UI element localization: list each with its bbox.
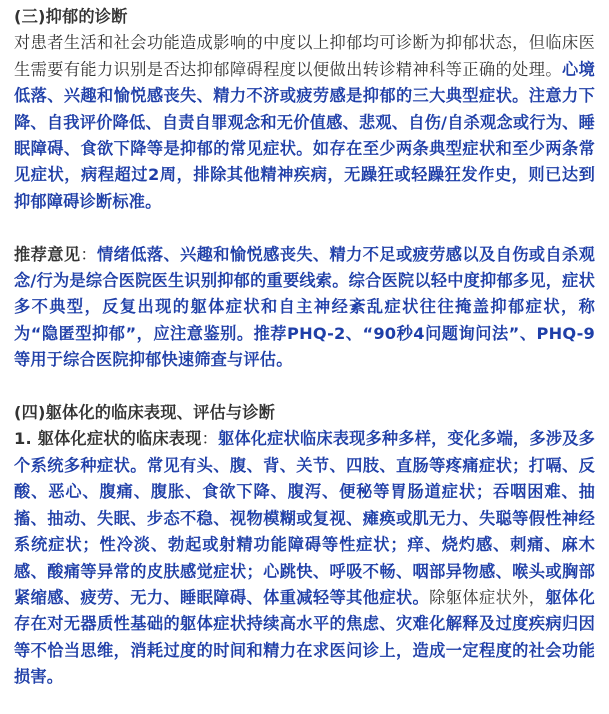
somatization-sub-label: 1. 躯体化症状的临床表现	[14, 429, 202, 449]
somatization-symptoms-text: 躯体化症状临床表现多种多样，变化多端，多涉及多个系统多种症状。常见有头、腹、背、关节、四肢、直肠等疼痛症状；打嗝、反酸、恶心、腹痛、腹胀、食欲下降、腹泻、便秘等胃肠道症状；吞咽困难、抽搐、抽动、失眠、步态不稳、视物模糊或复视、瘫痪或肌无力、失聪等假性神经系统症状；性冷淡、勃起或射精功能障碍等性症状；痒、烧灼感、刺痛、麻木感、酸痛等异常的皮肤感觉症状；心跳快、呼吸不畅、咽部异物感、喉头或胸部紧缩感、疲劳、无力、睡眠障碍、体重减轻等其他症状。	[14, 429, 595, 607]
recommendation-label: 推荐意见	[14, 244, 81, 264]
somatization-transition-text: 除躯体症状外，	[429, 587, 546, 607]
paragraph-spacer	[14, 215, 595, 241]
diagnosis-intro-text: 对患者生活和社会功能造成影响的中度以上抑郁均可诊断为抑郁状态，但临床医生需要有能力识别是否达抑郁障碍程度以便做出转诊精神科等正确的处理。	[14, 33, 595, 79]
diagnosis-criteria-text: 心境低落、兴趣和愉悦感丧失、精力不济或疲劳感是抑郁的三大典型症状。注意力下降、自我评价降低、自责自罪观念和无价值感、悲观、自伤/自杀观念或行为、睡眠障碍、食欲下降等是抑郁的常见症状。如存在至少两条典型症状和至少两条常见症状，病程超过2周，排除其他精神疾病，无躁狂或轻躁狂发作史，则已达到抑郁障碍诊断标准。	[14, 59, 595, 211]
somatization-paragraph	[14, 426, 595, 690]
section-heading-somatization: (四)躯体化的临床表现、评估与诊断	[14, 403, 276, 423]
section-heading-diagnosis: (三)抑郁的诊断	[14, 7, 128, 26]
somatization-cognition-text: 躯体化存在对无器质性基础的躯体症状持续高水平的焦虑、灾难化解释及过度疾病归因等不恰当思维，消耗过度的时间和精力在求医问诊上，造成一定程度的社会功能损害。	[14, 587, 596, 687]
recommendation-paragraph	[14, 242, 595, 374]
paragraph-spacer	[14, 374, 595, 400]
recommendation-colon: ：	[80, 244, 98, 264]
recommendation-text: 情绪低落、兴趣和愉悦感丧失、精力不足或疲劳感以及自伤或自杀观念/行为是综合医院医生识别抑郁的重要线索。综合医院以轻中度抑郁多见，症状多不典型，反复出现的躯体症状和自主神经紊乱症状往往掩盖抑郁症状，称为“隐匿型抑郁”，应注意鉴别。推荐PHQ-2、“90秒4问题询问法”、PHQ-9 等用于综合医院抑郁快速筛查与评估。	[14, 244, 595, 370]
somatization-colon: ：	[201, 429, 218, 449]
diagnosis-paragraph	[14, 30, 595, 215]
